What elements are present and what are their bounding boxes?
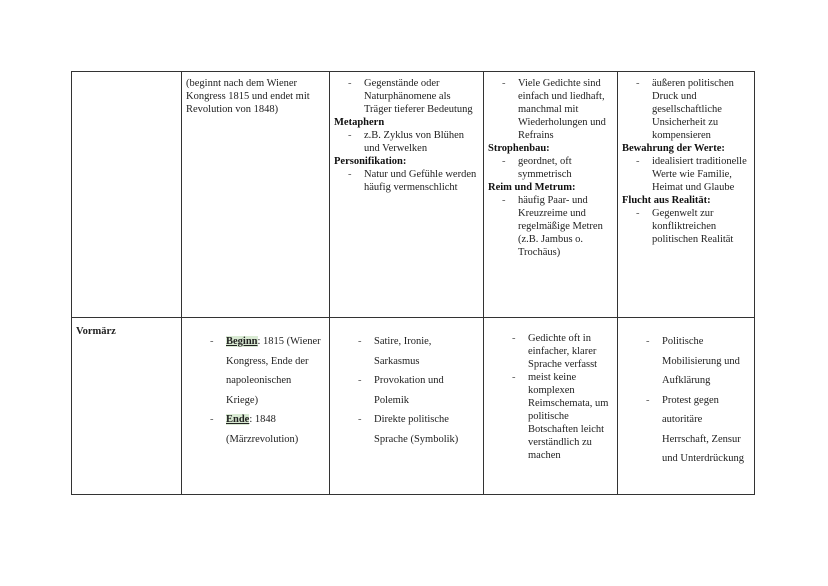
themen-cell <box>618 318 755 495</box>
list-item: - Gedichte oft in einfacher, klarer Sprache verfasst <box>498 332 613 371</box>
list-item: - Satire, Ironie, Sarkasmus <box>344 332 479 371</box>
themen-cell <box>618 72 755 318</box>
list-item: - Protest gegen autoritäre Herrschaft, Zensur und Unterdrückung <box>632 391 750 469</box>
heading: Metaphern <box>334 117 385 128</box>
period-cell <box>182 318 330 495</box>
list-item: - häufig Paar- und Kreuzreime und regelmäßige Metren (z.B. Jambus o. Trochäus) <box>488 194 613 259</box>
list-item: - Direkte politische Sprache (Symbolik) <box>344 410 479 449</box>
list-item: - Natur und Gefühle werden häufig vermenschlicht <box>334 168 479 194</box>
list-item: - geordnet, oft symmetrisch <box>488 155 613 181</box>
highlighted-label: Ende <box>226 414 250 425</box>
list-item: - meist keine komplexen Reimschemata, um politische Botschaften leicht verständlich zu machen <box>498 371 613 462</box>
list-item <box>196 410 325 449</box>
list-item: - idealisiert traditionelle Werte wie Familie, Heimat und Glaube <box>622 155 750 194</box>
form-cell <box>484 318 618 495</box>
period-text: : 1815 (Wiener Kongress, Ende der napoleonischen Kriege) <box>226 336 321 406</box>
list-item <box>196 332 325 410</box>
table-row <box>72 318 755 495</box>
stilmittel-cell <box>330 318 484 495</box>
heading: Reim und Metrum: <box>488 182 576 193</box>
heading: Flucht aus Realität: <box>622 195 711 206</box>
list-item: - Gegenwelt zur konfliktreichen politischen Realität <box>622 207 750 246</box>
epochs-table <box>71 71 755 495</box>
epoch-cell <box>72 72 182 318</box>
stilmittel-cell <box>330 72 484 318</box>
list-item: - Provokation und Polemik <box>344 371 479 410</box>
period-text: : 1848 (Märzrevolution) <box>226 414 299 445</box>
period-cell: (beginnt nach dem Wiener Kongress 1815 und endet mit Revolution von 1848) <box>182 72 330 318</box>
highlighted-label: Beginn <box>226 336 258 347</box>
list-item: - Politische Mobilisierung und Aufklärung <box>632 332 750 391</box>
heading: Strophenbau: <box>488 143 550 154</box>
list-item: - Gegenstände oder Naturphänomene als Träger tieferer Bedeutung <box>334 77 479 116</box>
epoch-cell: Vormärz <box>72 318 182 495</box>
heading: Bewahrung der Werte: <box>622 143 725 154</box>
list-item: - z.B. Zyklus von Blühen und Verwelken <box>334 129 479 155</box>
list-item: - Viele Gedichte sind einfach und liedhaft, manchmal mit Wiederholungen und Refrains <box>488 77 613 142</box>
heading: Personifikation: <box>334 156 407 167</box>
list-item: - äußeren politischen Druck und gesellschaftliche Unsicherheit zu kompensieren <box>622 77 750 142</box>
table-row <box>72 72 755 318</box>
form-cell <box>484 72 618 318</box>
